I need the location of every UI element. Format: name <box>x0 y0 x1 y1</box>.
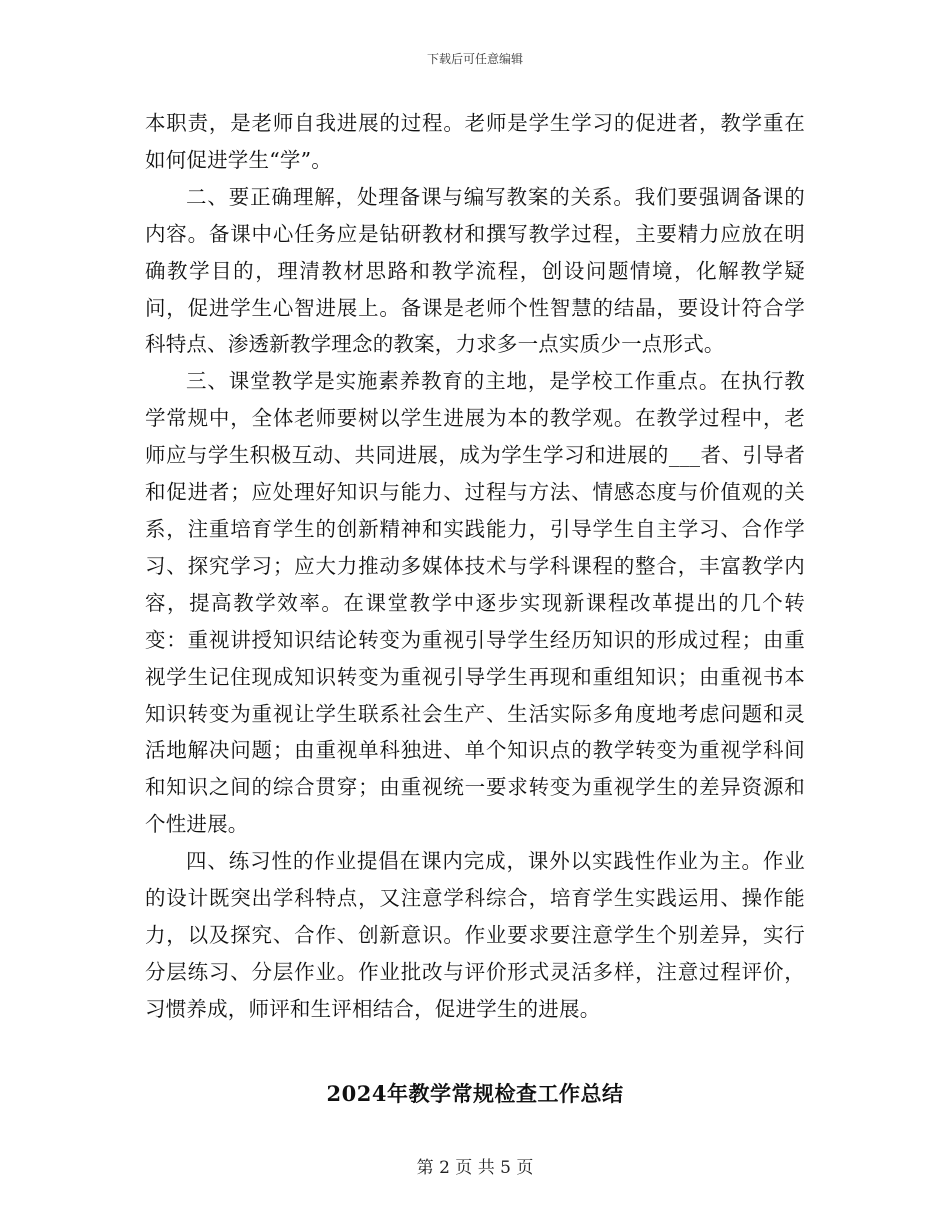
paragraph-homework: 四、练习性的作业提倡在课内完成，课外以实践性作业为主。作业的设计既突出学科特点，又注意学科综合，培育学生实践运用、操作能力，以及探究、合作、创新意识。作业要求要注意学生个别差异，实行分层练习、分层作业。作业批改与评价形式灵活多样，注意过程评价，习惯养成，师评和生评相结合，促进学生的进展。 <box>145 849 805 1021</box>
paragraph-lesson-preparation: 二、要正确理解，处理备课与编写教案的关系。我们要强调备课的内容。备课中心任务应是钻研教材和撰写教学过程，主要精力应放在明确教学目的，理清教材思路和教学流程，创设问题情境，化解教学疑问，促进学生心智进展上。备课是老师个性智慧的结晶，要设计符合学科特点、渗透新教学理念的教案，力求多一点实质少一点形式。 <box>145 184 805 357</box>
paragraph-classroom-teaching: 三、课堂教学是实施素养教育的主地，是学校工作重点。在执行教学常规中，全体老师要树以学生进展为本的教学观。在教学过程中，老师应与学生积极互动、共同进展，成为学生学习和进展的___者、引导者和促进者；应处理好知识与能力、过程与方法、情感态度与价值观的关系，注重培育学生的创新精神和实践能力，引导学生自主学习、合作学习、探究学习；应大力推动多媒体技术与学科课程的整合，丰富教学内容，提高教学效率。在课堂教学中逐步实现新课程改革提出的几个转变：重视讲授知识结论转变为重视引导学生经历知识的形成过程；由重视学生记住现成知识转变为重视引导学生再现和重组知识；由重视书本知识转变为重视让学生联系社会生产、生活实际多角度地考虑问题和灵活地解决问题；由重视单科独进、单个知识点的教学转变为重视学科间和知识之间的综合贯穿；由重视统一要求转变为重视学生的差异资源和个性进展。 <box>145 369 805 837</box>
page-header: 下载后可任意编辑 <box>426 52 523 66</box>
page-number: 第 2 页 共 5 页 <box>416 1158 534 1178</box>
paragraph-continued: 本职责，是老师自我进展的过程。老师是学生学习的促进者，教学重在如何促进学生“学”。 <box>145 111 805 172</box>
document-body <box>145 105 805 1028</box>
section-title: 2024年教学常规检查工作总结 <box>326 1081 624 1106</box>
